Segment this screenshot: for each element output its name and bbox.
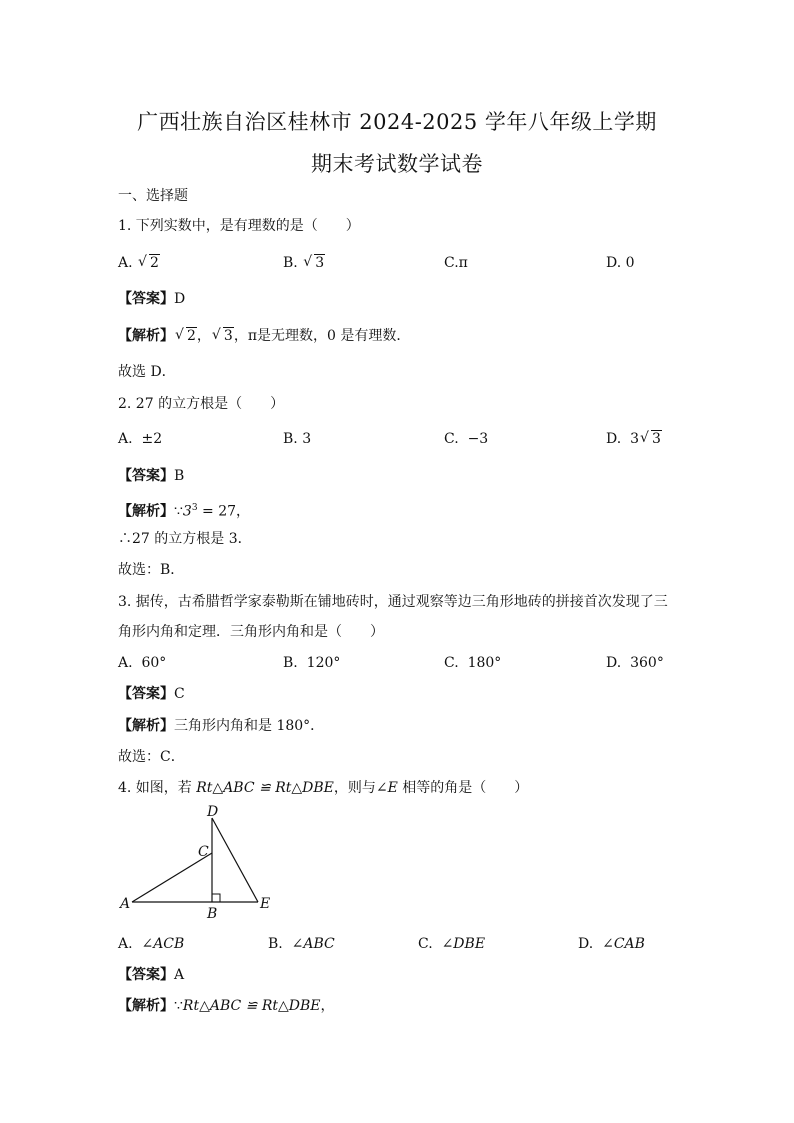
vertex-label-e: E (260, 896, 271, 912)
q3-option-c: C. 180° (444, 655, 502, 671)
option-label: A. (118, 255, 133, 271)
q4-analysis: 【解析】∵Rt△ABC ≌ Rt△DBE， (118, 998, 335, 1014)
sqrt-symbol (139, 253, 160, 273)
q1-option-d (606, 253, 635, 273)
q3-answer: 【答案】C (118, 686, 185, 702)
q4-option-a: A. ∠ACB (118, 936, 185, 952)
q4-option-d: D. ∠CAB (578, 936, 645, 952)
q4-option-b: B. ∠ABC (268, 936, 335, 952)
triangle-figure (110, 805, 290, 923)
q2-option-d: D. 3√ 3 (606, 429, 662, 449)
sqrt-symbol: √ 3 (641, 429, 662, 449)
q3-analysis: 【解析】三角形内角和是 180°． (118, 718, 325, 734)
analysis-tag: 【解析】 (118, 328, 174, 344)
section-heading: 一、选择题 (118, 188, 188, 204)
q1-option-c (444, 253, 468, 273)
option-label: B. (283, 255, 298, 271)
vertex-label-a: A (120, 896, 131, 912)
segment-de (212, 818, 258, 902)
option-text: 0 (625, 255, 635, 271)
option-label: D. (606, 255, 622, 271)
q1-option-a (118, 253, 160, 273)
radicand: 3 (315, 255, 325, 271)
sqrt-symbol: √ 3 (213, 326, 234, 346)
q3-option-a: A. 60° (118, 655, 167, 671)
option-text: π (458, 255, 468, 271)
q2-stem: 2. 27 的立方根是（ ） (118, 396, 285, 412)
segment-ac (132, 853, 212, 902)
q2-option-a: A. ±2 (118, 431, 163, 447)
q4-answer: 【答案】A (118, 967, 185, 983)
title-line-1: 广西壮族自治区桂林市 2024-2025 学年八年级上学期 (137, 110, 657, 134)
q3-option-d: D. 360° (606, 655, 664, 671)
q3-conclusion: 故选：C． (118, 749, 185, 765)
radicand: 2 (150, 255, 159, 271)
q1-option-b (283, 253, 325, 273)
q3-stem-line-1: 3. 据传，古希腊哲学家泰勒斯在铺地砖时，通过观察等边三角形地砖的拼接首次发现了三 (118, 594, 668, 610)
vertex-label-c: C (198, 844, 209, 860)
q1-stem: 1. 下列实数中，是有理数的是（ ） (118, 218, 360, 234)
right-angle-mark (212, 894, 220, 902)
vertex-label-d: D (207, 805, 219, 820)
q4-option-c: C. ∠DBE (418, 936, 486, 952)
sqrt-symbol (304, 253, 325, 273)
sqrt-symbol: √ 2 (176, 326, 197, 346)
q4-stem: 4. 如图，若 Rt△ABC ≌ Rt△DBE，则与∠E 相等的角是（ ） (118, 780, 529, 796)
q3-stem-line-2: 角形内角和定理．三角形内角和是（ ） (118, 624, 384, 640)
q1-analysis: 【解析】√ 2，√ 3，π是无理数，0 是有理数． (118, 326, 410, 346)
q2-option-c: C. −3 (444, 431, 489, 447)
q1-answer (118, 289, 185, 309)
q2-option-b: B. 3 (283, 431, 312, 447)
vertex-label-b: B (207, 906, 218, 922)
q2-analysis: 【解析】$\because 3^3 = 27$， (118, 503, 251, 520)
answer-value: D (174, 291, 186, 307)
option-label: C. (444, 255, 459, 271)
q3-option-b: B. 120° (283, 655, 341, 671)
answer-tag: 【答案】 (118, 291, 174, 307)
q1-conclusion: 故选 D． (118, 364, 176, 380)
q2-answer: 【答案】B (118, 468, 185, 484)
q2-conclusion: 故选：B． (118, 562, 185, 578)
title-line-2: 期末考试数学试卷 (311, 152, 483, 176)
q2-therefore: ∴27 的立方根是 3． (118, 531, 252, 547)
